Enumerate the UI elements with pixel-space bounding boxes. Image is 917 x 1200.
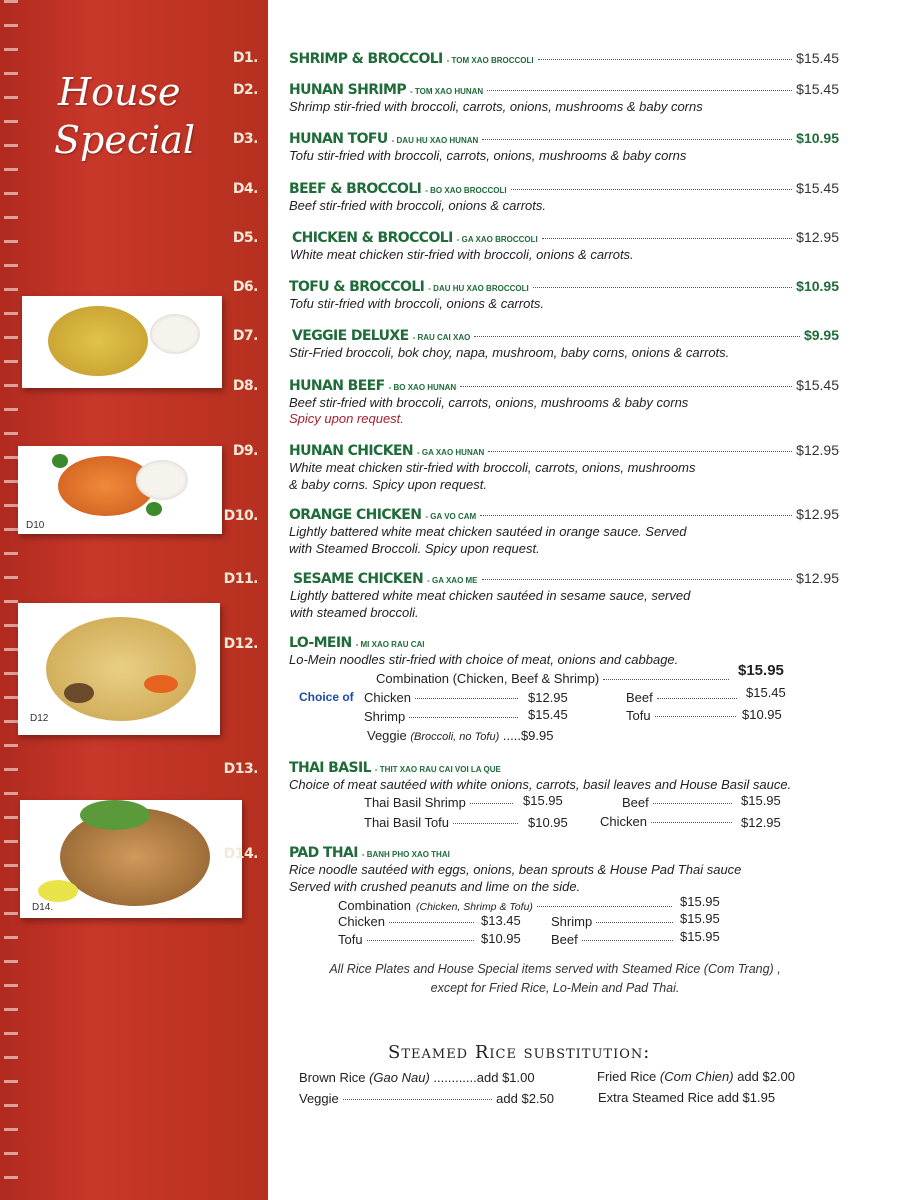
rice-substitution-title: Steamed Rice substitution:	[388, 1042, 651, 1063]
item-description: White meat chicken stir-fried with broccoli, onions & carrots.	[290, 247, 634, 262]
option-note: (Com Chien)	[659, 1069, 734, 1084]
menu-item-d14	[289, 845, 839, 895]
option-label: Veggie	[367, 728, 407, 743]
item-price: $15.45	[796, 180, 839, 196]
menu-item-d3	[289, 130, 839, 164]
thaibasil-tofu-row	[364, 815, 522, 830]
spiral-binding	[4, 0, 18, 1200]
option-label: Beef	[622, 795, 649, 810]
option-price: $10.95	[528, 815, 568, 830]
item-viet-name: - TOM XAO HUNAN	[410, 87, 484, 96]
menu-item-d11	[290, 570, 839, 621]
menu-item-d10	[289, 506, 839, 557]
photo-label: D10	[26, 520, 45, 531]
item-code: D4.	[232, 181, 258, 197]
option-label: Beef	[626, 690, 653, 705]
item-code: D11.	[223, 571, 258, 587]
thaibasil-beef-row	[622, 795, 736, 810]
item-code: D6.	[232, 279, 258, 295]
thaibasil-shrimp-row	[364, 795, 517, 810]
menu-item-d8	[289, 377, 839, 426]
item-price: $15.45	[796, 50, 839, 66]
option-label: Thai Basil Shrimp	[364, 795, 466, 810]
photo-plate-lo-mein	[18, 603, 220, 735]
section-title-house: House	[58, 70, 181, 114]
item-description: Lo-Mein noodles stir-fried with choice of meat, onions and cabbage.	[289, 652, 679, 667]
item-code: D14.	[223, 846, 258, 862]
rice-fried-row	[597, 1069, 795, 1084]
item-name: HUNAN SHRIMP	[289, 82, 407, 98]
section-title-special: Special	[54, 118, 196, 162]
item-viet-name: - MI XAO RAU CAI	[355, 640, 425, 649]
padthai-beef-row	[551, 932, 677, 947]
item-viet-name: - GA VO CAM	[425, 512, 477, 521]
item-viet-name: - TOM XAO BROCCOLI	[446, 56, 534, 65]
option-label: Shrimp	[364, 709, 406, 724]
item-code: D5.	[232, 230, 258, 246]
option-label: Tofu	[338, 932, 363, 947]
item-description: with steamed broccoli.	[290, 605, 419, 620]
option-price: add $2.50	[496, 1091, 554, 1106]
item-name: HUNAN CHICKEN	[289, 443, 414, 459]
option-price: add $1.95	[717, 1090, 776, 1105]
item-code: D7.	[232, 328, 258, 344]
option-note: (Broccoli, no Tofu)	[410, 731, 500, 743]
item-viet-name: - GA XAO BROCCOLI	[456, 235, 538, 244]
option-price: $15.45	[528, 707, 568, 722]
item-description: Rice noodle sautéed with eggs, onions, bean sprouts & House Pad Thai sauce	[289, 862, 742, 877]
item-description: Stir-Fried broccoli, bok choy, napa, mushroom, baby corns, onions & carrots.	[289, 345, 730, 360]
item-price: $10.95	[796, 278, 839, 294]
option-label: Fried Rice	[597, 1069, 657, 1084]
item-viet-name: - BO XAO BROCCOLI	[425, 186, 507, 195]
option-price: $15.95	[523, 793, 563, 808]
item-description: Tofu stir-fried with broccoli, carrots, onions, mushrooms & baby corns	[289, 148, 687, 163]
lomein-veggie-row: Veggie (Broccoli, no Tofu) .....$9.95	[367, 728, 554, 743]
item-description: Beef stir-fried with broccoli, carrots, onions, mushrooms & baby corns	[289, 395, 689, 410]
padthai-chicken-row	[338, 914, 478, 929]
item-price: $15.45	[796, 377, 839, 393]
item-description: Beef stir-fried with broccoli, onions & carrots.	[289, 198, 546, 213]
item-price: $12.95	[796, 229, 839, 245]
item-name: HUNAN BEEF	[289, 378, 385, 394]
padthai-tofu-row	[338, 932, 478, 947]
option-label: Tofu	[626, 708, 651, 723]
item-name: ORANGE CHICKEN	[289, 507, 422, 523]
red-side-panel	[0, 0, 268, 1200]
item-code: D10.	[223, 508, 258, 524]
item-description: Choice of meat sautéed with white onions, carrots, basil leaves and House Basil sauce.	[289, 777, 792, 792]
choice-of-label: Choice of	[299, 690, 354, 704]
item-name: SESAME CHICKEN	[293, 571, 424, 587]
option-label: Chicken	[364, 690, 411, 705]
item-price: $12.95	[796, 506, 839, 522]
item-viet-name: - BO XAO HUNAN	[388, 383, 457, 392]
option-label: Combination (Chicken, Beef & Shrimp)	[376, 671, 600, 686]
item-price: $15.45	[796, 81, 839, 97]
option-note: (Chicken, Shrimp & Tofu)	[416, 901, 533, 913]
photo-label: D14.	[32, 902, 54, 913]
option-price: $15.95	[680, 894, 720, 909]
item-name: VEGGIE DELUXE	[292, 328, 409, 344]
option-price: $12.95	[741, 815, 781, 830]
menu-item-d9	[289, 442, 839, 493]
lomein-combo-price: $15.95	[738, 662, 784, 679]
item-description: Lightly battered white meat chicken sautéed in sesame sauce, served	[290, 588, 691, 603]
menu-item-d5	[292, 229, 839, 263]
option-label: Veggie	[299, 1091, 339, 1106]
option-price: $13.45	[481, 913, 521, 928]
option-price: $12.95	[528, 690, 568, 705]
menu-item-d6	[289, 278, 839, 312]
option-price: add $1.00	[476, 1070, 535, 1085]
option-label: Brown Rice	[299, 1070, 366, 1085]
item-name: BEEF & BROCCOLI	[289, 181, 422, 197]
option-label: Beef	[551, 932, 578, 947]
lomein-combo-row	[376, 671, 733, 686]
item-viet-name: - THIT XAO RAU CAI VOI LA QUE	[374, 765, 501, 774]
item-name: LO-MEIN	[289, 635, 352, 651]
spicy-note: Spicy upon request.	[289, 411, 404, 426]
option-price: $15.45	[746, 685, 786, 700]
rice-footnote	[290, 960, 820, 998]
item-viet-name: - DAU HU XAO HUNAN	[391, 136, 479, 145]
option-price: add $2.00	[737, 1069, 796, 1084]
item-name: PAD THAI	[289, 845, 358, 861]
menu-item-d13	[289, 760, 839, 793]
item-description: & baby corns. Spicy upon request.	[289, 477, 488, 492]
item-description: White meat chicken stir-fried with broccoli, carrots, onions, mushrooms	[289, 460, 696, 475]
item-code: D13.	[223, 761, 258, 777]
item-code: D12.	[223, 636, 258, 652]
photo-plate-curry	[22, 296, 222, 388]
lomein-shrimp-row	[364, 709, 522, 724]
item-code: D1.	[232, 50, 258, 66]
item-description: Served with crushed peanuts and lime on the side.	[289, 879, 581, 894]
item-description: Tofu stir-fried with broccoli, onions & carrots.	[289, 296, 545, 311]
rice-veggie-row	[299, 1091, 554, 1106]
photo-label: D12	[30, 713, 49, 724]
photo-plate-pad-thai	[20, 800, 242, 918]
item-viet-name: - GA XAO ME	[427, 576, 478, 585]
lomein-chicken-row	[364, 690, 522, 705]
menu-item-d1	[289, 50, 839, 67]
item-name: CHICKEN & BROCCOLI	[292, 230, 453, 246]
padthai-combo-row	[338, 898, 676, 913]
menu-item-d2	[289, 81, 839, 115]
item-viet-name: - GA XAO HUNAN	[417, 448, 485, 457]
item-viet-name: - DAU HU XAO BROCCOLI	[428, 284, 529, 293]
item-name: SHRIMP & BROCCOLI	[289, 51, 443, 67]
item-name: THAI BASIL	[289, 760, 371, 776]
item-price: $12.95	[796, 442, 839, 458]
lomein-tofu-row	[626, 708, 740, 723]
menu-item-d7	[289, 327, 839, 361]
option-label: Chicken	[600, 814, 647, 829]
option-label: Chicken	[338, 914, 385, 929]
footnote-line: All Rice Plates and House Special items served with Steamed Rice (Com Trang) ,	[329, 962, 781, 976]
option-price: $15.95	[680, 911, 720, 926]
option-label: Extra Steamed Rice	[598, 1090, 714, 1105]
item-viet-name: - BANH PHO XAO THAI	[361, 850, 450, 859]
item-description: Lightly battered white meat chicken sautéed in orange sauce. Served	[289, 524, 687, 539]
item-price: $10.95	[796, 130, 839, 146]
option-note: (Gao Nau)	[369, 1070, 430, 1085]
option-price: $15.95	[741, 793, 781, 808]
item-code: D3.	[232, 131, 258, 147]
menu-item-d4	[289, 180, 839, 214]
padthai-shrimp-row	[551, 914, 677, 929]
option-price: $10.95	[481, 931, 521, 946]
option-price: $9.95	[520, 728, 554, 743]
item-name: HUNAN TOFU	[289, 131, 388, 147]
item-code: D2.	[232, 82, 258, 98]
option-price: $10.95	[742, 707, 782, 722]
item-code: D8.	[232, 378, 258, 394]
item-price: $12.95	[796, 570, 839, 586]
item-description: with Steamed Broccoli. Spicy upon request.	[289, 541, 540, 556]
footnote-line: except for Fried Rice, Lo-Mein and Pad Thai.	[430, 981, 680, 995]
item-viet-name: - RAU CAI XAO	[412, 333, 471, 342]
lomein-beef-row	[626, 690, 741, 705]
item-code: D9.	[232, 443, 258, 459]
option-label: Thai Basil Tofu	[364, 815, 450, 830]
rice-extra-row	[598, 1090, 775, 1105]
option-label: Shrimp	[551, 914, 593, 929]
item-name: TOFU & BROCCOLI	[289, 279, 425, 295]
item-price: $9.95	[803, 327, 839, 343]
option-label: Combination	[338, 898, 411, 913]
photo-plate-orange-chicken	[18, 446, 222, 534]
option-price: $15.95	[680, 929, 720, 944]
item-description: Shrimp stir-fried with broccoli, carrots, onions, mushrooms & baby corns	[289, 99, 703, 114]
thaibasil-chicken-row	[600, 814, 736, 829]
rice-brown-row: Brown Rice (Gao Nau) ............add $1.00	[299, 1070, 535, 1085]
